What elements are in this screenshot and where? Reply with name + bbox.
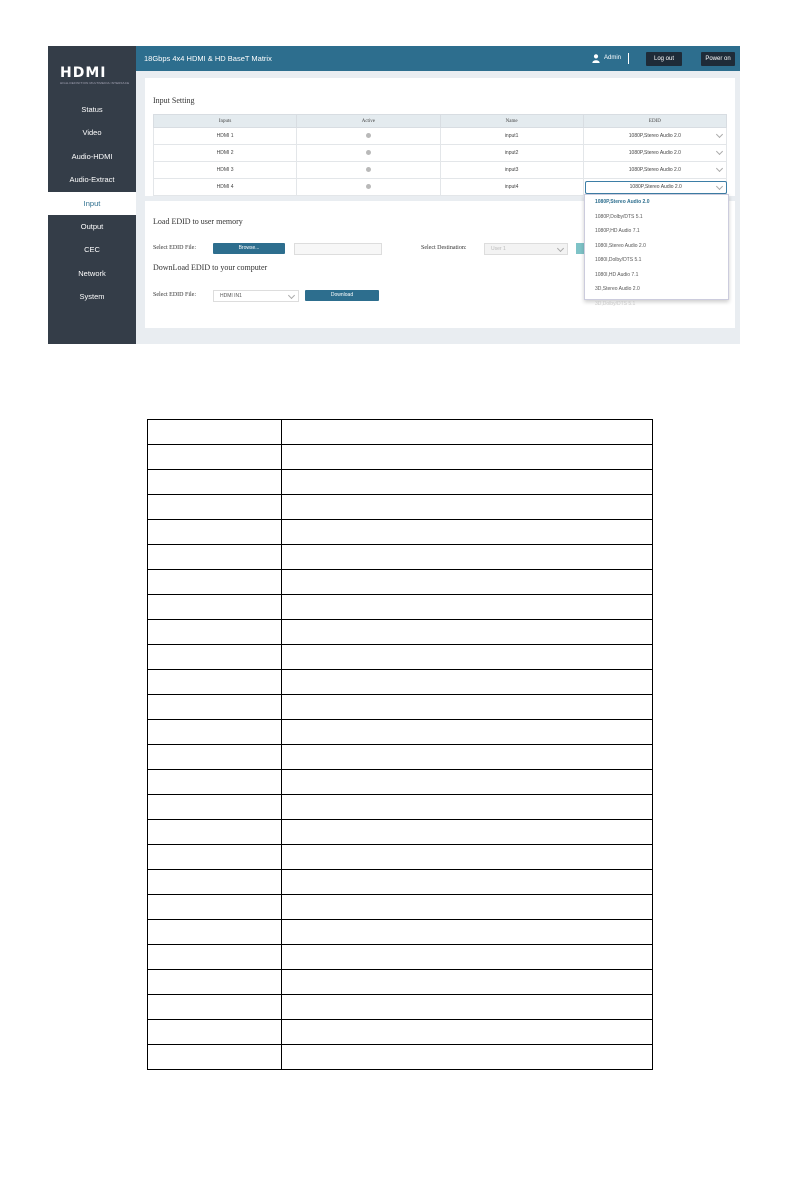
- sidebar-item-cec[interactable]: CEC: [84, 245, 100, 255]
- empty-cell: [148, 495, 282, 520]
- active-indicator-icon: [366, 150, 371, 155]
- empty-cell: [148, 745, 282, 770]
- screenshot: [48, 46, 740, 344]
- active-cell: [297, 179, 440, 196]
- download-edid-select[interactable]: [213, 290, 299, 302]
- table-row: [148, 795, 653, 820]
- empty-cell: [282, 470, 653, 495]
- empty-cell: [282, 620, 653, 645]
- logo-text: HDMI: [60, 65, 107, 81]
- dropdown-option[interactable]: 1080I,HD Audio 7.1: [595, 271, 639, 278]
- table-row: [148, 570, 653, 595]
- active-cell: [297, 145, 440, 162]
- empty-cell: [148, 620, 282, 645]
- empty-cell: [148, 995, 282, 1020]
- sidebar-item-status[interactable]: Status: [81, 105, 103, 114]
- browse-button[interactable]: Browse...: [213, 243, 285, 254]
- column-header: EDID: [583, 115, 726, 128]
- empty-cell: [282, 745, 653, 770]
- empty-cell: [282, 1020, 653, 1045]
- sidebar-item-video[interactable]: Video: [82, 128, 102, 138]
- empty-cell: [148, 545, 282, 570]
- edid-select[interactable]: [583, 145, 726, 162]
- select-edid-file-label: Select EDID File:: [153, 245, 196, 251]
- logout-button[interactable]: Log out: [646, 52, 682, 66]
- table-row: [148, 470, 653, 495]
- header-divider: [628, 53, 629, 64]
- download-edid-value: HDMI IN1: [220, 293, 242, 299]
- download-edid-file-label: Select EDID File:: [153, 292, 196, 298]
- sidebar-item-system[interactable]: System: [79, 292, 105, 302]
- brand-logo: [60, 65, 130, 85]
- empty-cell: [282, 995, 653, 1020]
- download-button[interactable]: Download: [305, 290, 379, 301]
- app-title: 18Gbps 4x4 HDMI & HD BaseT Matrix: [144, 54, 272, 63]
- dropdown-option[interactable]: 1080P,Dolby/DTS 5.1: [595, 213, 643, 220]
- empty-cell: [282, 920, 653, 945]
- empty-cell: [148, 945, 282, 970]
- input-label: HDMI 4: [154, 179, 297, 196]
- chevron-down-icon: [716, 165, 723, 172]
- input-name[interactable]: input1: [440, 128, 583, 145]
- table-row: [148, 895, 653, 920]
- sidebar-item-input[interactable]: Input: [48, 192, 136, 215]
- edid-value: 1080P,Stereo Audio 2.0: [629, 183, 682, 190]
- empty-cell: [282, 520, 653, 545]
- empty-cell: [282, 970, 653, 995]
- table-row: [148, 595, 653, 620]
- dropdown-option[interactable]: 1080P,HD Audio 7.1: [595, 228, 640, 234]
- empty-cell: [282, 445, 653, 470]
- empty-cell: [148, 420, 282, 445]
- chevron-down-icon: [557, 245, 564, 252]
- input-label: HDMI 2: [154, 145, 297, 162]
- top-bar: [136, 46, 740, 71]
- input-name[interactable]: input3: [440, 162, 583, 179]
- empty-cell: [282, 895, 653, 920]
- input-table: [153, 114, 727, 196]
- table-row: [148, 495, 653, 520]
- empty-cell: [148, 920, 282, 945]
- empty-cell: [148, 820, 282, 845]
- empty-cell: [282, 795, 653, 820]
- power-button[interactable]: Power on: [701, 52, 735, 66]
- chevron-down-icon: [716, 182, 723, 189]
- sidebar: [48, 46, 136, 344]
- edid-select[interactable]: [583, 162, 726, 179]
- empty-cell: [282, 820, 653, 845]
- input-name[interactable]: input2: [440, 145, 583, 162]
- table-row: [148, 545, 653, 570]
- table-row: [154, 162, 727, 179]
- column-header: Name: [440, 115, 583, 128]
- column-header: Active: [297, 115, 440, 128]
- empty-cell: [148, 1020, 282, 1045]
- select-destination-label: Select Destination:: [421, 245, 467, 251]
- sidebar-item-output[interactable]: Output: [80, 221, 104, 231]
- table-row: [148, 820, 653, 845]
- table-row: [148, 645, 653, 670]
- table-row: [148, 445, 653, 470]
- table-row: [148, 970, 653, 995]
- sidebar-nav: [48, 98, 136, 309]
- chevron-down-icon: [716, 148, 723, 155]
- table-row: [148, 870, 653, 895]
- table-row: [154, 145, 727, 162]
- empty-cell: [148, 720, 282, 745]
- edid-select-focused[interactable]: [585, 181, 727, 194]
- empty-cell: [282, 945, 653, 970]
- edid-value: 1080P,Stereo Audio 2.0: [628, 133, 681, 139]
- edid-value: 1080P,Stereo Audio 2.0: [628, 167, 681, 173]
- table-row: [148, 620, 653, 645]
- active-cell: [297, 128, 440, 145]
- empty-cell: [148, 795, 282, 820]
- table-row: [148, 520, 653, 545]
- empty-cell: [282, 495, 653, 520]
- active-indicator-icon: [366, 184, 371, 189]
- empty-cell: [282, 770, 653, 795]
- table-row: [148, 420, 653, 445]
- logo-tagline: HIGH-DEFINITION MULTIMEDIA INTERFACE: [60, 81, 130, 85]
- dropdown-option[interactable]: 3D,Stereo Audio 2.0: [595, 286, 640, 292]
- empty-cell: [148, 445, 282, 470]
- section-title-input-setting: Input Setting: [153, 96, 195, 105]
- edid-select[interactable]: [583, 128, 726, 145]
- empty-cell: [148, 470, 282, 495]
- user-icon: [592, 54, 600, 63]
- section-title-load-edid: Load EDID to user memory: [153, 217, 243, 226]
- active-indicator-icon: [366, 133, 371, 138]
- table-row: [148, 995, 653, 1020]
- sidebar-item-audio-hdmi[interactable]: Audio-HDMI: [71, 151, 113, 161]
- empty-cell: [282, 420, 653, 445]
- empty-cell: [282, 870, 653, 895]
- section-title-download-edid: DownLoad EDID to your computer: [153, 263, 268, 272]
- empty-cell: [148, 1045, 282, 1070]
- input-label: HDMI 3: [154, 162, 297, 179]
- empty-cell: [282, 720, 653, 745]
- empty-cell: [148, 845, 282, 870]
- table-header: [154, 115, 727, 128]
- column-header: Inputs: [154, 115, 297, 128]
- empty-grid-table: [147, 419, 653, 1070]
- table-row: [148, 770, 653, 795]
- empty-cell: [282, 845, 653, 870]
- file-path-input[interactable]: [294, 243, 382, 255]
- chevron-down-icon: [288, 292, 295, 299]
- active-indicator-icon: [366, 167, 371, 172]
- table-row: [154, 179, 727, 196]
- table-row: [148, 670, 653, 695]
- empty-cell: [148, 695, 282, 720]
- edid-select-open[interactable]: [583, 179, 726, 196]
- empty-cell: [282, 670, 653, 695]
- empty-cell: [148, 870, 282, 895]
- empty-cell: [148, 895, 282, 920]
- empty-cell: [282, 645, 653, 670]
- chevron-down-icon: [716, 131, 723, 138]
- sidebar-item-audio-extract[interactable]: Audio-Extract: [69, 175, 115, 185]
- input-name[interactable]: input4: [440, 179, 583, 196]
- sidebar-item-network[interactable]: Network: [78, 268, 106, 278]
- input-setting-panel: [145, 78, 735, 196]
- table-row: [148, 845, 653, 870]
- edid-dropdown-menu: [584, 194, 729, 307]
- table-row: [148, 920, 653, 945]
- table-row: [148, 720, 653, 745]
- table-row: [148, 1045, 653, 1070]
- input-label: HDMI 1: [154, 128, 297, 145]
- empty-cell: [282, 1045, 653, 1070]
- empty-cell: [148, 570, 282, 595]
- table-row: [148, 1020, 653, 1045]
- table-row: [148, 695, 653, 720]
- empty-cell: [148, 595, 282, 620]
- empty-cell: [148, 770, 282, 795]
- dropdown-option[interactable]: 1080P,Stereo Audio 2.0: [595, 199, 650, 205]
- table-row: [148, 745, 653, 770]
- dropdown-option[interactable]: 3D,Dolby/DTS 5.1: [595, 300, 636, 307]
- empty-cell: [148, 970, 282, 995]
- user-name: Admin: [604, 55, 622, 61]
- empty-cell: [148, 645, 282, 670]
- active-cell: [297, 162, 440, 179]
- empty-cell: [148, 670, 282, 695]
- dropdown-option[interactable]: 1080I,Dolby/DTS 5.1: [595, 257, 642, 263]
- empty-cell: [282, 695, 653, 720]
- table-row: [154, 128, 727, 145]
- empty-cell: [282, 545, 653, 570]
- edid-value: 1080P,Stereo Audio 2.0: [628, 150, 681, 156]
- table-row: [148, 945, 653, 970]
- empty-cell: [282, 570, 653, 595]
- destination-value: User 1: [491, 246, 506, 252]
- empty-cell: [282, 595, 653, 620]
- dropdown-option[interactable]: 1080I,Stereo Audio 2.0: [595, 242, 646, 249]
- destination-select[interactable]: [484, 243, 568, 255]
- empty-cell: [148, 520, 282, 545]
